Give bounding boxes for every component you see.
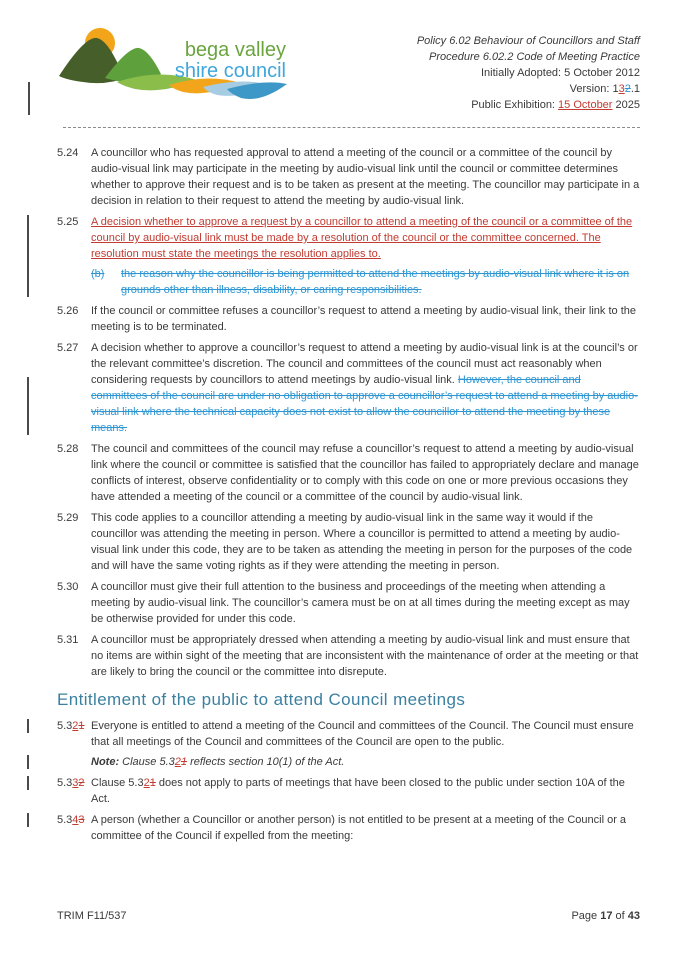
clause-5-30 xyxy=(57,579,640,627)
change-bar xyxy=(27,719,29,733)
clause-text xyxy=(91,775,640,807)
paragraph xyxy=(91,510,640,574)
council-logo xyxy=(57,26,289,114)
text-run: 2 xyxy=(72,720,79,732)
clause-5-31 xyxy=(57,632,640,680)
clause-5-28 xyxy=(57,441,640,505)
text-run: Page xyxy=(571,910,601,922)
clause-number xyxy=(57,579,91,627)
document-body xyxy=(57,145,640,844)
text-run: does not apply to parts of meetings that have been closed to the public under section 10A of the Act. xyxy=(91,777,625,805)
clause-text xyxy=(91,441,640,505)
text-run: If the council or committee refuses a councillor’s request to attend a meeting by audio-visual link, their link to the meeting is to be terminated. xyxy=(91,305,636,333)
text-run: Note: xyxy=(91,756,120,768)
sub-item-label xyxy=(91,266,121,298)
text-run: .1 xyxy=(630,83,640,95)
change-bar xyxy=(27,215,29,297)
text-run: 2 xyxy=(624,83,631,95)
clause-number xyxy=(57,632,91,680)
text-run: A councillor must be appropriately dressed when attending a meeting by audio-visual link and must ensure that no items are within sight of the meeting that are inconsistent with the maintenance of order at the meeting or that are likely to bring the council or the committee into disrepute. xyxy=(91,634,639,678)
clause-text xyxy=(91,812,640,844)
clause-5-24 xyxy=(57,145,640,209)
text-run: Clause 5.3 xyxy=(119,756,175,768)
meta-line xyxy=(417,33,640,49)
text-run: (b) xyxy=(91,268,105,280)
paragraph xyxy=(91,441,640,505)
text-run: Clause 5.3 xyxy=(91,777,144,789)
clause-number xyxy=(57,340,91,436)
change-bar xyxy=(28,82,30,115)
clause-5-32 xyxy=(57,718,640,770)
text-run: Public Exhibition: xyxy=(471,99,559,111)
text-run: 1 xyxy=(149,777,156,789)
text-run: A councillor must give their full attention to the business and proceedings of the meeting when attending a meeting by audio-visual link. The councillor’s camera must be on at all times during the meeting except as may be otherwise provided for under this code. xyxy=(91,581,630,625)
clause-number xyxy=(57,718,91,770)
text-run: 1 xyxy=(78,720,85,732)
text-run: 5.29 xyxy=(57,512,79,524)
clause-text xyxy=(91,145,640,209)
paragraph xyxy=(91,632,640,680)
clause-number xyxy=(57,303,91,335)
section-heading-entitlement: Entitlement of the public to attend Council meetings xyxy=(57,690,466,709)
text-run: Procedure 6.02.2 Code of Meeting Practice xyxy=(429,51,640,63)
clause-number xyxy=(57,214,91,298)
logo-text-line1: bega valley xyxy=(184,39,286,61)
text-run: 5.3 xyxy=(57,814,73,826)
clause-number xyxy=(57,510,91,574)
change-bar xyxy=(27,813,29,827)
text-run: 3 xyxy=(72,777,79,789)
clause-number xyxy=(57,145,91,209)
change-bar xyxy=(27,776,29,790)
clause-text xyxy=(91,718,640,770)
text-run: Version: 1 xyxy=(569,83,619,95)
text-run: 2 xyxy=(78,777,85,789)
text-run: reflects section 10(1) of the Act. xyxy=(187,756,345,768)
page-footer xyxy=(57,908,640,924)
text-run: 17 xyxy=(600,910,613,922)
text-run: Initially Adopted: 5 October 2012 xyxy=(481,67,640,79)
clause-text xyxy=(91,579,640,627)
logo-text-line2: shire council xyxy=(174,60,286,82)
text-run: 5.24 xyxy=(57,147,79,159)
text-run: 5.27 xyxy=(57,342,79,354)
text-run: A councillor who has requested approval to attend a meeting of the council or a committee of the council by audio-visual link may participate in the meeting by audio-visual link until the council or committee determines whether to approve their request and is to be taken as present at the meeting. The councillor may participate in a decision in relation to their request to attend the meeting by audio-visual link. xyxy=(91,147,640,207)
paragraph xyxy=(91,214,640,262)
clause-text xyxy=(91,214,640,298)
change-bar xyxy=(27,377,29,435)
paragraph xyxy=(91,340,640,436)
text-run: 5.31 xyxy=(57,634,79,646)
clause-5-26 xyxy=(57,303,640,335)
header-separator xyxy=(63,127,640,128)
clause-5-33 xyxy=(57,775,640,807)
clause-text xyxy=(91,303,640,335)
text-run: 5.3 xyxy=(57,777,73,789)
clause-text xyxy=(91,340,640,436)
document-meta xyxy=(417,26,640,114)
clause-5-27 xyxy=(57,340,640,436)
meta-line xyxy=(417,65,640,81)
clause-text xyxy=(91,510,640,574)
meta-line xyxy=(417,81,640,97)
text-run: However, the council and committees of the council are under no obligation to approve a councillor’s request to attend a meeting by audio-visual link where the technical capacity does not exist to allow the councillor to attend the meeting by these means. xyxy=(91,374,638,434)
text-run: 3 xyxy=(78,814,85,826)
text-run: 5.30 xyxy=(57,581,79,593)
text-run: 2 xyxy=(174,756,181,768)
meta-line xyxy=(417,49,640,65)
text-run: 43 xyxy=(627,910,640,922)
text-run: 2025 xyxy=(612,99,640,111)
text-run: A decision whether to approve a councillor’s request to attend a meeting by audio-visual link is at the council’s or the relevant committee’s discretion. The council and committees of the council must act reasonably when considering requests by councillors to attend meetings by audio-visual link. xyxy=(91,342,638,386)
paragraph xyxy=(91,775,640,807)
clause-5-25 xyxy=(57,214,640,298)
council-logo-graphic xyxy=(57,26,289,114)
text-run: 5.26 xyxy=(57,305,79,317)
text-run: of xyxy=(612,910,628,922)
text-run: A person (whether a Councillor or another person) is not entitled to be present at a meeting of the Council or a committee of the Council if expelled from the meeting: xyxy=(91,814,627,842)
sub-item xyxy=(91,266,640,298)
text-run: A decision whether to approve a request by a councillor to attend a meeting of the council or a committee of the council by audio-visual link must be made by a resolution of the council or the committee concerned. The resolution must state the meetings the resolution applies to. xyxy=(91,216,633,260)
paragraph xyxy=(91,303,640,335)
text-run: Policy 6.02 Behaviour of Councillors and Staff xyxy=(416,35,640,47)
clause-number xyxy=(57,812,91,844)
paragraph xyxy=(91,579,640,627)
text-run: The council and committees of the council may refuse a councillor’s request to attend a meeting by audio-visual link where the council or committee is satisfied that the councillor has failed to appropriately declare and manage conflicts of interest, observe confidentiality or to comply with this code on one or more previous occasions they have attended a meeting of the council or a committee of the council by audio-visual link. xyxy=(91,443,639,503)
text-run: 3 xyxy=(618,83,625,95)
paragraph xyxy=(91,718,640,750)
clause-5-29 xyxy=(57,510,640,574)
page-number xyxy=(571,908,640,924)
text-run: 2 xyxy=(143,777,150,789)
clause-text xyxy=(91,632,640,680)
text-run: 1 xyxy=(180,756,188,768)
text-run: This code applies to a councillor attending a meeting by audio-visual link in the same way it would if the councillor was attending the meeting in person. Where a councillor is permitted to attend a meeting by audio-visual link under this code, they are to be taken as attending the meeting in person for the purposes of the code and will have the same voting rights as if they were attending the meeting in person. xyxy=(91,512,633,572)
sub-item-text xyxy=(121,266,640,298)
paragraph xyxy=(91,145,640,209)
text-run: 5.25 xyxy=(57,216,79,228)
paragraph xyxy=(91,812,640,844)
change-bar xyxy=(27,755,29,769)
text-run: 15 October xyxy=(558,99,613,111)
text-run: 5.28 xyxy=(57,443,79,455)
text-run: 4 xyxy=(72,814,79,826)
clause-number xyxy=(57,775,91,807)
clause-5-34 xyxy=(57,812,640,844)
trim-reference: TRIM F11/537 xyxy=(57,910,127,922)
note-paragraph xyxy=(91,754,640,770)
meta-line xyxy=(417,97,640,113)
text-run: Everyone is entitled to attend a meeting of the Council and committees of the Council. The Council must ensure that all meetings of the Council and committees of the Council are open to the public. xyxy=(91,720,634,748)
clause-number xyxy=(57,441,91,505)
text-run: 5.3 xyxy=(57,720,73,732)
page-header xyxy=(57,26,640,114)
text-run: the reason why the councillor is being permitted to attend the meetings by audio-visual link where it is on grounds other than illness, disability, or caring responsibilities. xyxy=(121,268,630,296)
